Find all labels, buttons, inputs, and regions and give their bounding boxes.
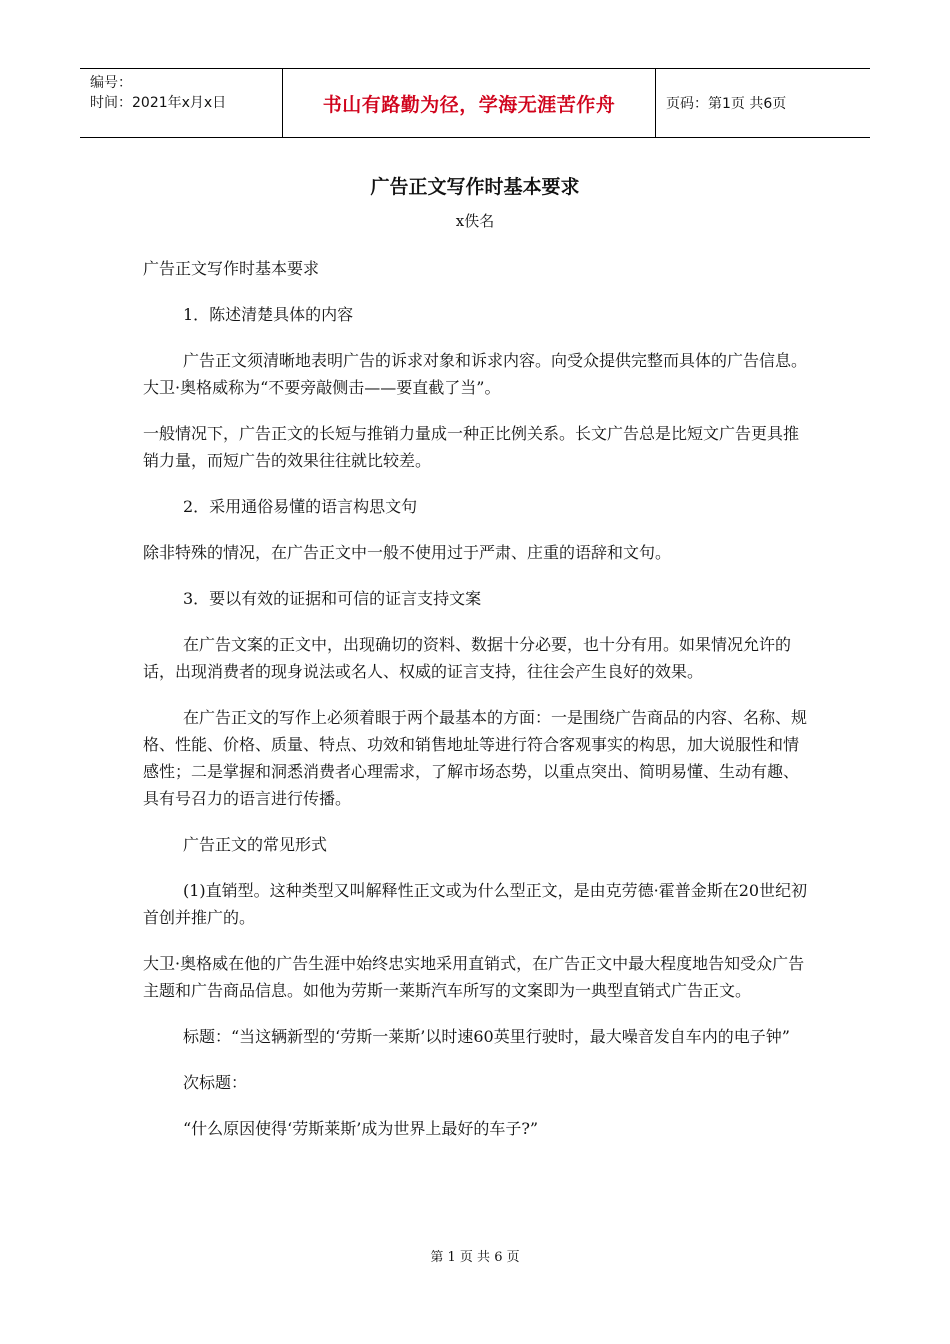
- header-meta: [80, 69, 282, 137]
- paragraph: 一般情况下，广告正文的长短与推销力量成一种正比例关系。长文广告总是比短文广告更具推销力量，而短广告的效果往往就比较差。: [143, 424, 800, 470]
- header-page-label: 页码：第1页 共6页: [666, 96, 787, 112]
- section-heading: 3．要以有效的证据和可信的证言支持文案: [183, 589, 482, 608]
- document-body: [143, 255, 808, 1161]
- paragraph: 除非特殊的情况，在广告正文中一般不使用过于严肃、庄重的语辞和文句。: [143, 543, 672, 562]
- document-title: 广告正文写作时基本要求: [370, 176, 580, 198]
- header-motto: 书山有路勤为径，学海无涯苦作舟: [282, 69, 656, 137]
- paragraph: 标题：“当这辆新型的‘劳斯一莱斯’以时速60英里行驶时，最大噪音发自车内的电子钟”: [183, 1027, 790, 1046]
- document-author: x佚名: [455, 212, 495, 230]
- number-label: 编号：: [90, 75, 132, 91]
- paragraph: 次标题：: [183, 1073, 248, 1092]
- paragraph: 在广告文案的正文中，出现确切的资料、数据十分必要，也十分有用。如果情况允许的话，出现消费者的现身说法或名人、权威的证言支持，往往会产生良好的效果。: [143, 635, 792, 681]
- paragraph: 在广告正文的写作上必须着眼于两个最基本的方面：一是围绕广告商品的内容、名称、规格、性能、价格、质量、特点、功效和销售地址等进行符合客观事实的构思，加大说服性和情感性；二是掌握和洞悉消费者心理需求，了解市场态势，以重点突出、简明易懂、生动有趣、具有号召力的语言进行传播。: [143, 708, 808, 808]
- paragraph: 广告正文须清晰地表明广告的诉求对象和诉求内容。向受众提供完整而具体的广告信息。大卫·奥格威称为“不要旁敲侧击——要直截了当”。: [143, 351, 808, 397]
- paragraph: “什么原因使得‘劳斯莱斯’成为世界上最好的车子?”: [183, 1119, 539, 1138]
- section-heading: 1．陈述清楚具体的内容: [183, 305, 354, 324]
- paragraph: 大卫·奥格威在他的广告生涯中始终忠实地采用直销式，在广告正文中最大程度地告知受众广告主题和广告商品信息。如他为劳斯一莱斯汽车所写的文案即为一典型直销式广告正文。: [143, 954, 805, 1000]
- page-footer: 第 1 页 共 6 页: [430, 1250, 520, 1265]
- section-heading: 2．采用通俗易懂的语言构思文句: [183, 497, 418, 516]
- header-table: [80, 68, 870, 138]
- paragraph: (1)直销型。这种类型又叫解释性正文或为什么型正文，是由克劳德·霍普金斯在20世纪初首创并推广的。: [143, 881, 808, 927]
- section-heading: 广告正文的常见形式: [183, 835, 328, 854]
- time-label: 时间：2021年x月x日: [90, 95, 227, 111]
- paragraph: 广告正文写作时基本要求: [143, 259, 320, 278]
